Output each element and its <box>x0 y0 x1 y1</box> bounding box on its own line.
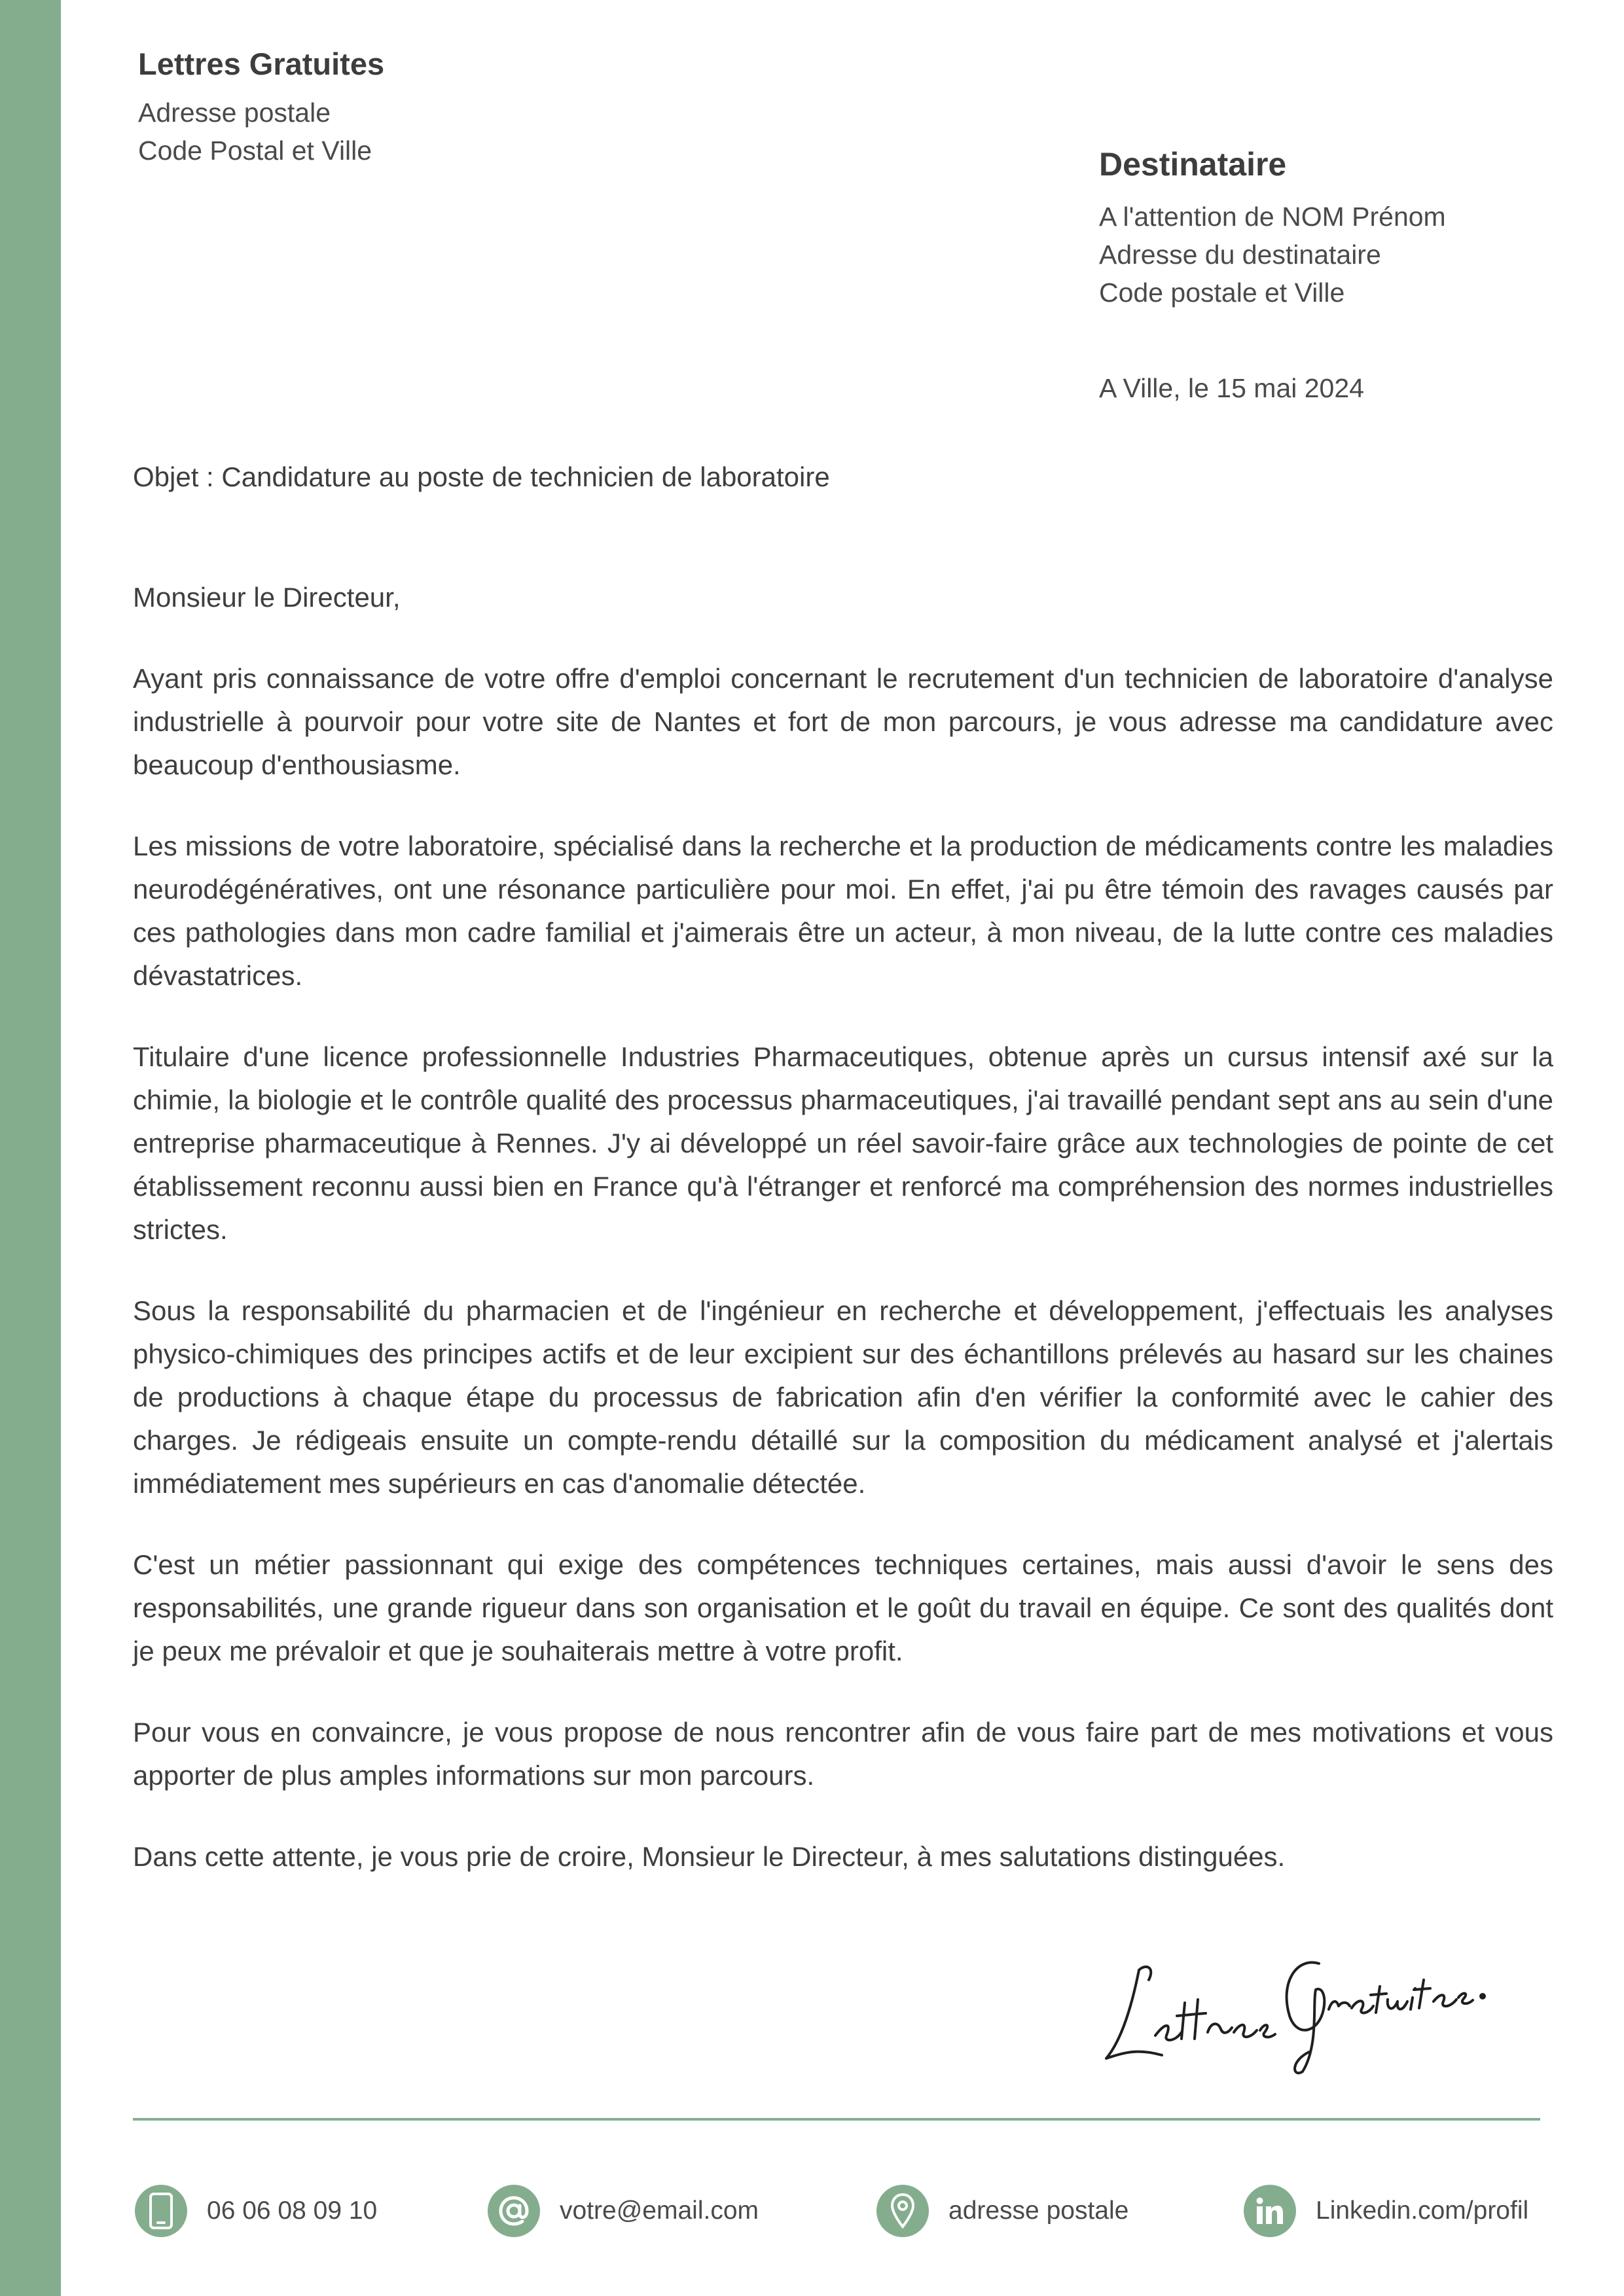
handwritten-signature <box>1093 1924 1486 2081</box>
recipient-block <box>1099 145 1446 312</box>
sender-address: Adresse postale <box>138 98 331 128</box>
letter-subject: Objet : Candidature au poste de technicien de laboratoire <box>133 461 830 492</box>
letter-body <box>133 576 1553 1916</box>
recipient-city: Code postale et Ville <box>1099 278 1345 308</box>
email-address: votre@email.com <box>560 2197 759 2225</box>
letter-date: A Ville, le 15 mai 2024 <box>1099 373 1364 403</box>
location-pin-icon <box>876 2185 929 2237</box>
sender-city: Code Postal et Ville <box>138 135 372 166</box>
linkedin-profile: Linkedin.com/profil <box>1316 2197 1529 2225</box>
footer-divider <box>133 2118 1540 2121</box>
paragraph: Pour vous en convaincre, je vous propose de nous rencontrer afin de vous faire part de mes motivations et vous apporter de plus amples informations sur mon parcours. <box>133 1717 1553 1791</box>
closing: Dans cette attente, je vous prie de croire, Monsieur le Directeur, à mes salutations distinguées. <box>133 1841 1286 1872</box>
sender-name: Lettres Gratuites <box>138 46 385 81</box>
phone-icon <box>135 2185 187 2237</box>
salutation: Monsieur le Directeur, <box>133 582 401 613</box>
postal-address: adresse postale <box>948 2197 1129 2225</box>
paragraph: Ayant pris connaissance de votre offre d'emploi concernant le recrutement d'un technicien de laboratoire d'analyse industrielle à pourvoir pour votre site de Nantes et fort de mon parcours, je vous adresse ma candidature avec beaucoup d'enthousiasme. <box>133 663 1553 780</box>
paragraph: Titulaire d'une licence professionnelle Industries Pharmaceutiques, obtenue après un cursus intensif axé sur la chimie, la biologie et le contrôle qualité des processus pharmaceutiques, j'ai travaillé pendant sept ans au sein d'une entreprise pharmaceutique à Rennes. J'y ai développé un réel savoir-faire grâce aux technologies de pointe de cet établissement reconnu aussi bien en France qu'à l'étranger et renforcé ma compréhension des normes industrielles strictes. <box>133 1041 1553 1245</box>
contact-phone <box>135 2185 377 2237</box>
paragraph: C'est un métier passionnant qui exige des compétences techniques certaines, mais aussi d'avoir le sens des responsabilités, une grande rigueur dans son organisation et le goût du travail en équipe. Ce sont des qualités dont je peux me prévaloir et que je souhaiterais mettre à votre profit. <box>133 1549 1553 1666</box>
contact-email <box>488 2185 759 2237</box>
contact-address <box>876 2185 1128 2237</box>
contact-linkedin <box>1244 2185 1528 2237</box>
phone-number: 06 06 08 09 10 <box>207 2197 378 2225</box>
recipient-title: Destinataire <box>1099 146 1287 183</box>
linkedin-icon <box>1244 2185 1296 2237</box>
recipient-address: Adresse du destinataire <box>1099 240 1381 270</box>
recipient-attention: A l'attention de NOM Prénom <box>1099 202 1446 232</box>
sender-block <box>138 46 384 170</box>
paragraph: Sous la responsabilité du pharmacien et de l'ingénieur en recherche et développement, j'effectuais les analyses physico-chimiques des principes actifs et de leur excipient sur des échantillons prélevés au hasard sur les chaines de productions à chaque étape du processus de fabrication afin d'en vérifier la conformité avec le cahier des charges. Je rédigeais ensuite un compte-rendu détaillé sur la composition du médicament analysé et j'alertais immédiatement mes supérieurs en cas d'anomalie détectée. <box>133 1295 1553 1499</box>
paragraph: Les missions de votre laboratoire, spécialisé dans la recherche et la production de médicaments contre les maladies neurodégénératives, ont une résonance particulière pour moi. En effet, j'ai pu être témoin des ravages causés par ces pathologies dans mon cadre familial et j'aimerais être un acteur, à mon niveau, de la lutte contre ces maladies dévastatrices. <box>133 831 1553 991</box>
side-accent-band <box>0 0 61 2296</box>
at-icon <box>488 2185 540 2237</box>
